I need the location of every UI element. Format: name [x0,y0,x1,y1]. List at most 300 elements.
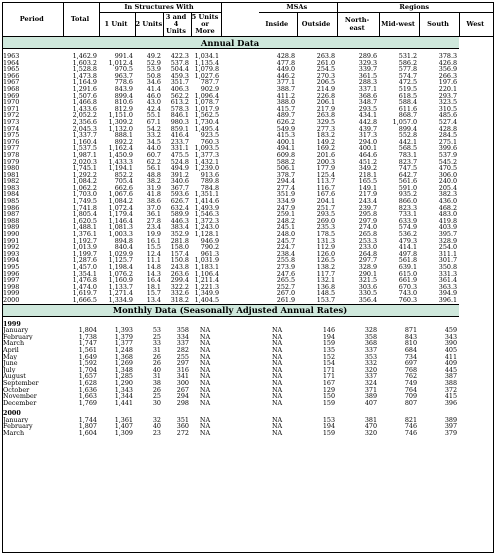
outside-cell: 129 [322,386,336,394]
one-unit-cell: 991.4 [114,53,133,60]
five-more-units-cell: 1,034.1 [194,53,220,60]
total-cell: 1,291.6 [72,85,97,93]
outside-cell: 150 [322,393,336,400]
northeast-cell: 293.5 [358,105,378,113]
two-units-cell: 38.2 [146,178,161,185]
two-units-cell: 16.4 [146,277,161,284]
two-units-cell: 40 [152,423,161,431]
three-four-units-cell: 255 [176,353,189,361]
midwest-cell: 746 [404,430,418,437]
three-four-units-cell: 297 [176,360,189,367]
period-cell: 1978 [3,151,20,159]
period-cell: December [3,399,37,407]
one-unit-cell: 1,067.6 [108,191,133,199]
five-more-units-cell: 1,562.5 [194,112,220,119]
empty-cell [221,86,259,93]
five-more-units-cell: 1,079.8 [194,66,220,73]
northeast-cell: 264.8 [358,250,378,258]
period-cell: 1991 [3,237,20,245]
south-cell: 379 [444,430,458,437]
inside-cell: 400.1 [276,138,296,146]
table-row [3,264,493,271]
one-unit-cell: 1,334.9 [108,296,133,304]
annual-data-title: Annual Data [3,37,459,49]
table-row [3,271,493,278]
outside-cell: 206.5 [316,79,336,86]
northeast-header: North-east [337,13,379,37]
one-unit-header: 1 Unit [99,13,135,37]
table-row [3,165,493,172]
total-cell: 1,084.2 [72,178,97,185]
total-cell: 1,013.9 [72,244,97,251]
three-four-units-cell: 524.8 [170,158,189,166]
three-four-units-cell: 281.8 [170,237,189,245]
total-cell: 1,649 [78,353,97,361]
one-unit-cell: 1,003.3 [108,231,133,238]
midwest-cell: 823.3 [398,204,418,212]
five-more-units-cell: NA [199,353,211,361]
inside-cell: NA [271,346,283,354]
five-more-units-cell: 1,404.5 [194,296,220,304]
northeast-cell: 337.1 [358,85,378,93]
five-more-units-cell: 946.9 [200,237,220,245]
total-cell: 1,474.0 [72,283,97,291]
period-cell: January [3,416,29,424]
empty-cell [221,244,259,251]
period-cell: 1971 [3,105,20,113]
outside-cell: 204.1 [316,198,336,205]
regions-header: Regions [337,3,493,13]
total-cell: 1,666.5 [72,296,97,304]
inside-cell: NA [271,416,283,424]
outside-cell: 135 [322,346,336,354]
empty-cell [221,393,259,400]
total-cell: 1,192.7 [72,237,97,245]
midwest-cell: 749 [404,379,418,387]
one-unit-cell: 840.4 [114,244,133,251]
outside-cell: 178.5 [316,231,336,238]
one-unit-cell: 894.8 [114,237,133,245]
midwest-cell: 497.8 [398,250,418,258]
northeast-cell: 295.8 [358,211,378,218]
table-row [3,387,493,394]
south-cell: 220.1 [438,85,458,93]
south-cell: 363.3 [438,283,458,291]
south-cell: 397 [444,423,458,431]
table-row [3,284,493,291]
northeast-cell: 290.1 [358,270,378,278]
one-unit-cell: 1,162.4 [108,145,133,152]
inside-cell: NA [271,353,283,361]
inside-cell: 351.9 [276,191,296,199]
three-four-units-cell: 391.2 [170,171,189,179]
outside-cell: 235.3 [316,224,336,232]
total-cell: 1,747 [78,340,97,347]
one-unit-cell: 1,072.4 [108,204,133,212]
south-cell: 459 [444,327,458,334]
empty-cell [221,145,259,152]
midwest-cell: 591.0 [398,184,418,192]
period-cell: 1987 [3,211,20,218]
midwest-cell: 871 [404,327,418,334]
empty-cell [221,99,259,106]
three-four-units-cell: 318.2 [170,296,189,304]
midwest-cell: 684 [404,346,418,354]
three-four-units-cell: 459.3 [170,72,189,80]
inside-cell: NA [271,366,283,374]
outside-cell: 263.8 [316,112,336,119]
two-units-cell: 38 [152,379,161,387]
total-cell: 1,476.8 [72,277,97,284]
three-four-units-cell: 846.1 [170,112,189,119]
outside-cell: 329.5 [316,118,336,126]
one-unit-cell: 852.2 [114,171,133,179]
total-cell: 1,433.6 [72,105,97,113]
two-units-cell: 14.8 [146,264,161,271]
two-units-cell: 53 [152,327,161,334]
table-row [3,218,493,225]
one-unit-cell: 1,076.2 [108,270,133,278]
in-structures-header: In Structures With [99,3,221,13]
table-row [3,159,493,166]
five-more-units-cell: 1,349.9 [194,290,220,297]
midwest-cell: 821 [404,416,418,424]
total-cell: 1,507.6 [72,92,97,100]
period-header: Period [3,3,63,37]
table-row [3,231,493,238]
northeast-cell: 407 [364,399,378,407]
five-more-units-cell: NA [199,346,211,354]
midwest-cell: 586.2 [398,59,418,67]
midwest-cell: 733.1 [398,211,418,218]
monthly-data-title: Monthly Data (Seasonally Adjusted Annual Rates) [3,304,459,316]
outside-cell: 152 [322,353,336,361]
northeast-cell: 330.5 [358,290,378,297]
two-units-cell: 40 [152,366,161,374]
outside-cell: 167.6 [316,191,336,199]
northeast-cell: 320 [364,366,378,374]
table-row [3,257,493,264]
five-more-units-cell: 1,730.4 [194,118,220,126]
south-cell: 306.0 [438,171,458,179]
empty-cell [221,367,259,374]
inside-cell: 626.2 [276,118,296,126]
five-more-units-cell: NA [199,416,211,424]
total-cell: 1,620.5 [72,217,97,225]
northeast-cell: 361.5 [358,72,378,80]
inside-cell: NA [271,360,283,367]
table-row [3,73,493,80]
five-more-units-cell: 961.3 [200,250,220,258]
midwest-cell: 574.9 [398,224,418,232]
midwest-cell: 642.7 [398,171,418,179]
midwest-cell: 561.6 [398,178,418,185]
empty-cell [221,211,259,218]
south-cell: 350.8 [438,264,458,271]
south-cell: 310.5 [438,105,458,113]
outside-cell: 153 [322,416,336,424]
five-more-units-cell: 1,432.1 [194,158,220,166]
five-more-units-cell: 1,093.5 [194,145,220,152]
three-four-units-cell: 562.2 [170,92,189,100]
outside-cell: 125.4 [316,171,336,179]
three-four-units-cell: 859.1 [170,125,189,133]
inside-cell: 247.6 [276,270,296,278]
table-row [3,360,493,367]
table-row [3,297,493,304]
northeast-cell: 265.8 [358,231,378,238]
inside-cell: 224.7 [276,244,296,251]
midwest-cell: 899.4 [398,125,418,133]
outside-cell: 270.3 [316,72,336,80]
outside-cell: 171 [322,366,336,374]
midwest-cell: 1,057.0 [392,118,418,126]
five-more-units-cell: 787.7 [200,79,220,86]
three-four-units-cell: 233.7 [170,138,189,146]
period-cell: 1965 [3,66,20,73]
northeast-cell: 321.5 [358,277,378,284]
table-row [3,99,493,106]
northeast-cell: 400.1 [358,145,378,152]
midwest-cell: 618.5 [398,92,418,100]
one-unit-cell: 892.2 [114,138,133,146]
empty-cell [221,198,259,205]
period-cell: 1969 [3,92,20,100]
midwest-cell: 807 [404,399,418,407]
inside-cell: 411.2 [276,92,296,100]
midwest-cell: 531.2 [398,53,418,60]
period-cell: 1993 [3,250,20,258]
northeast-cell: 297.7 [358,257,378,264]
two-units-cell: 36.1 [146,211,161,218]
three-four-units-cell: 358 [176,327,189,334]
spacer-header [221,3,259,13]
northeast-cell: 358 [364,333,378,341]
period-cell: February [3,333,33,341]
two-units-cell: 31 [152,346,161,354]
five-more-units-cell: 1,128.1 [194,231,220,238]
empty-cell [221,79,259,86]
period-cell: August [3,373,26,380]
empty-cell [221,360,259,367]
three-four-units-cell: 158.0 [170,244,189,251]
inside-cell: 609.8 [276,151,296,159]
south-cell: 356.9 [438,66,458,73]
five-more-units-cell: 1,106.4 [194,270,220,278]
south-cell: 436.0 [438,198,458,205]
three-four-units-cell: 626.7 [170,198,189,205]
two-units-cell: 19.9 [146,231,161,238]
five-more-units-cell: 1,377.3 [194,151,220,159]
three-four-units-cell: 282 [176,346,189,354]
period-cell: 1983 [3,184,20,192]
period-cell: 1994 [3,257,20,264]
three-four-units-cell: 352.9 [170,231,189,238]
inside-cell: 388.0 [276,99,296,106]
one-unit-cell: 1,433.3 [108,158,133,166]
south-cell: 390 [444,340,458,347]
inside-cell: NA [271,327,283,334]
northeast-cell: 442.8 [358,118,378,126]
table-row [3,347,493,354]
empty-cell [221,231,259,238]
period-cell: 1974 [3,125,20,133]
one-unit-cell: 1,029.9 [108,250,133,258]
inside-header: Inside [259,13,297,37]
outside-cell: 194 [322,423,336,431]
south-header: South [419,13,459,37]
inside-cell: 494.1 [276,145,296,152]
two-units-cell: 31 [152,373,161,380]
three-four-units-cell: 294 [176,393,189,400]
empty-cell [221,73,259,80]
three-four-units-cell: 243.8 [170,264,189,271]
three-four-units-cell: 263.6 [170,270,189,278]
three-four-units-cell: 340.6 [170,178,189,185]
three-four-units-cell: 504.4 [170,66,189,73]
three-four-units-cell: 341 [176,373,189,380]
empty-cell [221,257,259,264]
empty-cell [221,238,259,245]
inside-cell: 377.1 [276,79,296,86]
two-units-cell: 34.5 [146,138,161,146]
five-more-units-cell: NA [199,379,211,387]
total-cell: 1,987.1 [72,151,97,159]
three-four-units-cell: 331.1 [170,145,189,152]
northeast-cell: 381 [364,416,378,424]
two-units-cell: 26 [152,360,161,367]
one-unit-cell: 1,309 [114,430,133,437]
empty-cell [221,178,259,185]
table-row [3,340,493,347]
south-cell: 445 [444,366,458,374]
empty-cell [221,185,259,192]
two-units-cell: 37.0 [146,204,161,212]
one-unit-cell: 1,290 [114,379,133,387]
total-cell: 1,741.8 [72,204,97,212]
table-row [3,191,493,198]
period-cell: 1985 [3,198,20,205]
table-row [3,327,493,334]
empty-cell [221,152,259,159]
one-unit-cell: 1,343 [114,386,133,394]
three-four-units-cell: 351 [176,416,189,424]
empty-cell [221,139,259,146]
two-units-cell: 23 [152,430,161,437]
year-heading-row [3,410,493,417]
empty-cell [221,66,259,73]
empty-cell [221,132,259,139]
midwest-cell: 764 [404,386,418,394]
inside-cell: 428.8 [276,53,296,60]
south-cell: 378.3 [438,53,458,60]
table-row [3,145,493,152]
outside-header: Outside [297,13,337,37]
midwest-cell: 536.2 [398,231,418,238]
two-units-cell: 50.8 [146,72,161,80]
inside-cell: 248.0 [276,231,296,238]
inside-cell: NA [271,393,283,400]
south-cell: 419.8 [438,217,458,225]
table-body [3,37,493,437]
table-row [3,238,493,245]
period-cell: September [3,379,39,387]
two-units-cell: 44.0 [146,145,161,152]
housing-data-table [3,3,493,437]
table-row [3,86,493,93]
empty-cell [221,297,259,304]
five-more-units-cell: 760.3 [200,138,220,146]
one-unit-cell: 963.7 [114,72,133,80]
outside-cell: 177.9 [316,165,336,172]
three-four-units-cell: 446.3 [170,217,189,225]
northeast-cell: 371 [364,386,378,394]
midwest-cell: 746 [404,423,418,431]
empty-cell [221,347,259,354]
table-row [3,93,493,100]
northeast-cell: 470 [364,423,378,431]
two-units-cell: 12.4 [146,250,161,258]
three-four-units-cell: 322.2 [170,283,189,291]
northeast-cell: 328.9 [358,264,378,271]
inside-cell: 334.9 [276,198,296,205]
outside-cell: 132.1 [316,277,336,284]
total-cell: 1,337.7 [72,132,97,139]
total-cell: 1,537.5 [72,145,97,152]
period-cell: May [3,353,17,361]
outside-cell: 277.3 [316,125,336,133]
midwest-cell: 734 [404,353,418,361]
outside-cell: 154 [322,360,336,367]
three-four-units-cell: 632.4 [170,204,189,212]
table-row [3,119,493,126]
inside-cell: NA [271,423,283,431]
empty-cell [221,53,259,60]
total-cell: 1,604 [78,430,97,437]
south-cell: 197.6 [438,79,458,86]
five-more-units-cell: NA [199,333,211,341]
five-more-units-cell: NA [199,327,211,334]
midwest-cell: 697 [404,360,418,367]
midwest-cell: 633.9 [398,217,418,225]
one-unit-cell: 1,081.3 [108,224,133,232]
period-cell: March [3,430,25,437]
five-more-units-cell: NA [199,373,211,380]
one-unit-cell: 1,309.2 [108,118,133,126]
three-four-units-cell: 332.6 [170,290,189,297]
south-cell: 403.9 [438,224,458,232]
two-units-cell: 33.2 [146,132,161,139]
total-cell: 1,164.9 [72,79,97,86]
period-cell: February [3,423,33,431]
northeast-cell: 328 [364,327,378,334]
midwest-cell: 747.5 [398,165,418,172]
empty-cell [221,93,259,100]
south-cell: 483.0 [438,211,458,218]
inside-cell: NA [271,379,283,387]
total-cell: 1,749.5 [72,198,97,205]
one-unit-cell: 899.4 [114,92,133,100]
table-row [3,211,493,218]
south-cell: 537.9 [438,151,458,159]
three-four-units-cell: 494.9 [170,165,189,172]
outside-cell: 201.6 [316,151,336,159]
total-cell: 1,619.7 [72,290,97,297]
two-units-cell: 52.9 [146,59,161,67]
empty-cell [221,251,259,258]
south-cell: 311.1 [438,250,458,258]
five-more-units-cell: 784.8 [200,184,220,192]
